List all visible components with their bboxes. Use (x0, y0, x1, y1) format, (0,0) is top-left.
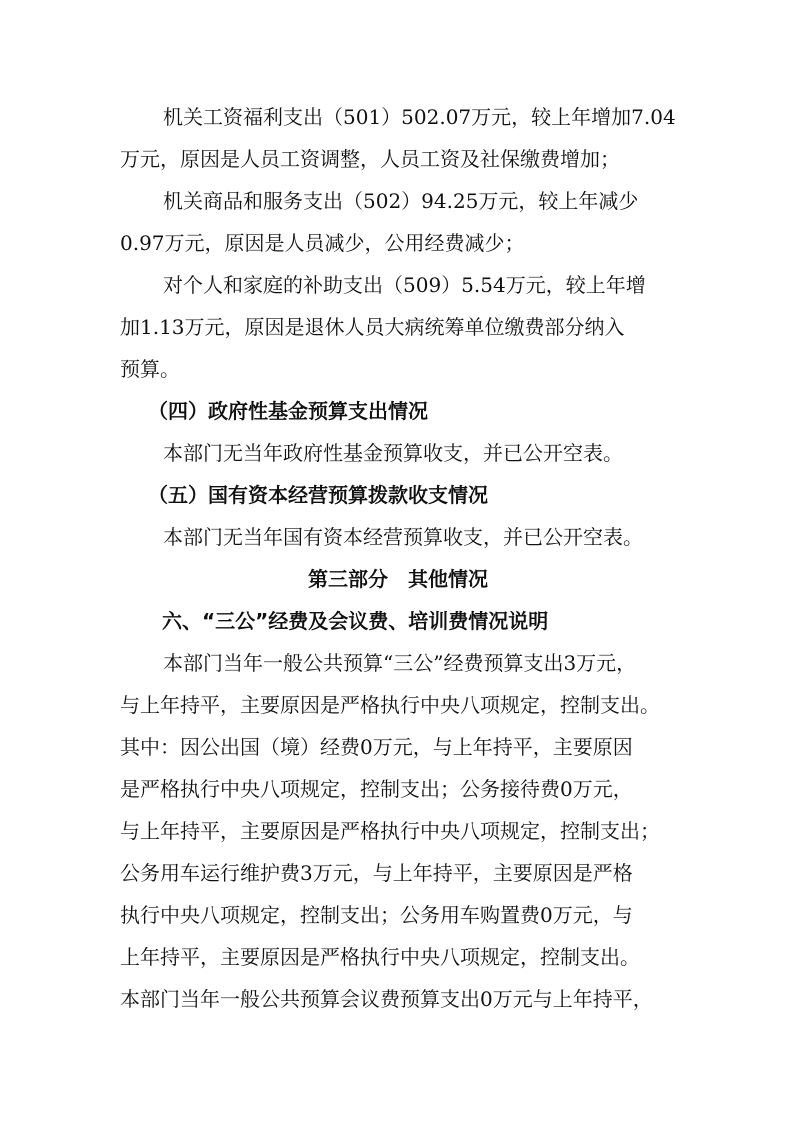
paragraph-line: 上年持平，主要原因是严格执行中央八项规定，控制支出。 (120, 945, 640, 969)
paragraph-line: 万元，原因是人员工资调整，人员工资及社保缴费增加； (120, 147, 620, 171)
paragraph-line: 与上年持平，主要原因是严格执行中央八项规定，控制支出； (120, 819, 660, 843)
paragraph-line: 本部门当年一般公共预算会议费预算支出0万元与上年持平， (120, 987, 653, 1011)
paragraph-line: 本部门无当年政府性基金预算收支，并已公开空表。 (163, 441, 623, 465)
paragraph-line: 机关工资福利支出（501）502.07万元，较上年增加7.04 (163, 105, 676, 129)
paragraph-line: 机关商品和服务支出（502）94.25万元，较上年减少 (163, 189, 639, 213)
paragraph-line: 预算。 (120, 357, 180, 381)
paragraph-line: 本部门当年一般公共预算“三公”经费预算支出3万元， (163, 651, 637, 675)
paragraph-line: 是严格执行中央八项规定，控制支出；公务接待费0万元， (120, 777, 633, 801)
paragraph-line: 其中：因公出国（境）经费0万元，与上年持平，主要原因 (120, 735, 633, 759)
paragraph-line: 0.97万元，原因是人员减少，公用经费减少； (120, 231, 525, 255)
paragraph-line: 公务用车运行维护费3万元，与上年持平，主要原因是严格 (120, 861, 633, 885)
paragraph-line: 对个人和家庭的补助支出（509）5.54万元，较上年增 (163, 273, 646, 297)
section-heading-5: （五）国有资本经营预算拨款收支情况 (148, 483, 488, 507)
paragraph-line: 与上年持平，主要原因是严格执行中央八项规定，控制支出。 (120, 693, 660, 717)
paragraph-line: 执行中央八项规定，控制支出；公务用车购置费0万元，与 (120, 903, 633, 927)
section-heading-6: 六、“三公”经费及会议费、培训费情况说明 (162, 609, 549, 633)
section-heading-4: （四）政府性基金预算支出情况 (148, 399, 428, 423)
part-title: 第三部分 其他情况 (308, 567, 488, 591)
paragraph-line: 加1.13万元，原因是退休人员大病统筹单位缴费部分纳入 (120, 315, 625, 339)
paragraph-line: 本部门无当年国有资本经营预算收支，并已公开空表。 (163, 525, 643, 549)
